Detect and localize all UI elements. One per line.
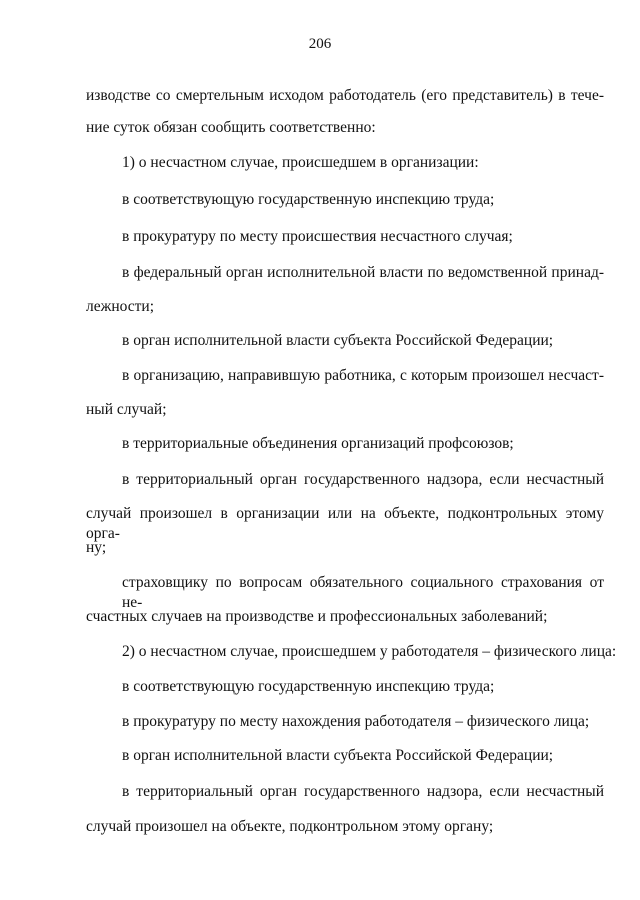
text-line: в соответствующую государственную инспекцию труда; <box>122 678 495 695</box>
text-line: в орган исполнительной власти субъекта Российской Федерации; <box>122 332 554 349</box>
text-line: 2) о несчастном случае, происшедшем у работодателя – физического лица: <box>122 643 617 660</box>
text-line: случай произошел на объекте, подконтрольном этому органу; <box>86 818 494 835</box>
text-line: в орган исполнительной власти субъекта Российской Федерации; <box>122 747 554 764</box>
text-line: случай произошел в организации или на объекте, подконтрольных этому орга- <box>86 505 604 542</box>
text-line: в территориальные объединения организаций профсоюзов; <box>122 435 514 452</box>
text-line: ние суток обязан сообщить соответственно: <box>86 119 376 136</box>
text-line: в соответствующую государственную инспекцию труда; <box>122 191 495 208</box>
text-line: лежности; <box>86 298 155 315</box>
text-line: в организацию, направившую работника, с которым произошел несчаст- <box>122 367 604 384</box>
text-line: в прокуратуру по месту нахождения работодателя – физического лица; <box>122 713 590 730</box>
page-number: 206 <box>308 36 332 52</box>
text-line: 1) о несчастном случае, происшедшем в организации: <box>122 154 479 171</box>
text-line: в федеральный орган исполнительной власти по ведомственной принад- <box>122 264 604 281</box>
text-line: в прокуратуру по месту происшествия несчастного случая; <box>122 228 513 245</box>
text-line: ный случай; <box>86 401 167 418</box>
text-line: ну; <box>86 539 107 556</box>
text-line: счастных случаев на производстве и профессиональных заболеваний; <box>86 608 548 625</box>
text-line: страховщику по вопросам обязательного социального страхования от не- <box>122 574 604 611</box>
text-line: в территориальный орган государственного надзора, если несчастный <box>122 783 604 800</box>
text-line: изводстве со смертельным исходом работодатель (его представитель) в тече- <box>86 87 604 104</box>
text-line: в территориальный орган государственного надзора, если несчастный <box>122 471 604 488</box>
